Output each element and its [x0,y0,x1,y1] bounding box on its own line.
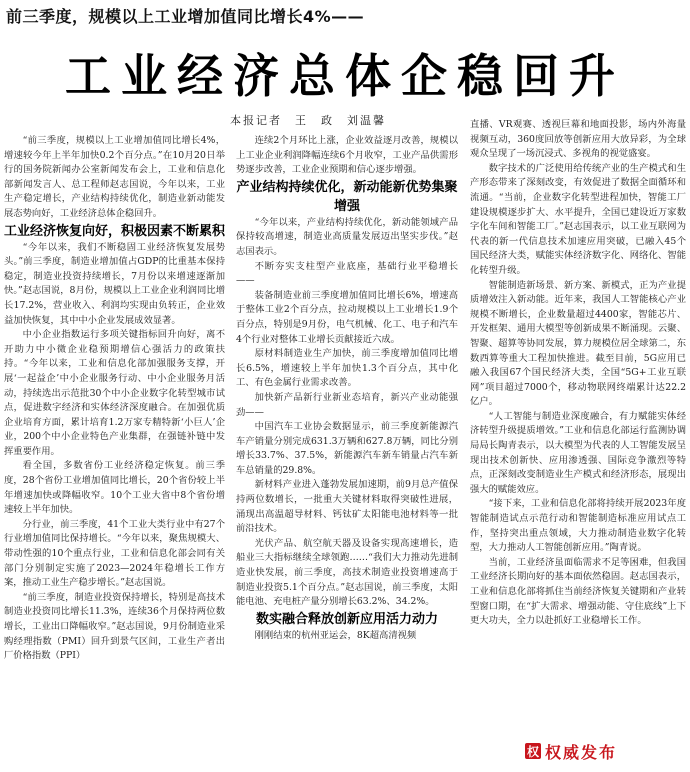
paragraph: 当前，工业经济虽面临需求不足等困难，但我国工业经济长期向好的基本面依然稳固。赵志国表示，工业和信息化部将抓住当前经济恢复关键期和产业转型窗口期，在“扩大需求、增强动能、守住底线”上下更大功夫，全力以赴抓好工业稳增长工作。 [470,556,686,627]
paragraph: 直播、VR观赛、透视巨幕和地面投影，场内外海量视频互动，360度回放等创新应用大放异彩，为全球观众呈现了一场沉浸式、多视角的视觉盛宴。 [470,119,686,160]
paragraph: “今年以来，产业结构持续优化，新动能领域产品保持较高增速，制造业高质量发展迈出坚实步伐。”赵志国表示。 [236,216,458,257]
paragraph: 刚刚结束的杭州亚运会，8K超高清视频 [254,629,417,641]
paragraph: 光伏产品、航空航天器及设备实现高速增长，造船业三大指标继续全球领跑……“我们大力推动先进制造业快发展，前三季度，高技术制造业投资增速高于制造业投资5.1个百分点。”赵志国说，前三季度，太阳能电池、充电桩产量分别增长63.2%、34.2%。 [236,537,458,608]
section-heading: 数实融合释放创新应用活力动力 [255,611,438,627]
paragraph: 数字技术的广泛使用给传统产业的生产模式和生产形态带来了深刻改变，有效促进了数据全面循环和流通。“当前，企业数字化转型进程加快，智能工厂建设规模逐步扩大、水平提升，全国已建设近万家数字化车间和智能工厂。”赵志国表示，以工业互联网为代表的新一代信息技术加速应用突破，已融入45个国民经济大类，赋能实体经济数字化、网络化、智能化转型升级。 [470,162,686,276]
article-column-3 [470,118,686,766]
paragraph: “前三季度，制造业投资保持增长，特别是高技术制造业投资同比增长11.3%，连续36个月保持两位数增长，工业出口降幅收窄。”赵志国说，9月份制造业采购经理指数（PMI）回升到景气区间，工业生产者出厂价格指数（PPI） [4,591,225,662]
headline: 工业经济总体企稳回升 [65,49,625,103]
article-column-2 [236,134,458,766]
article-column-1 [4,134,225,766]
paragraph: “前三季度，规模以上工业增加值同比增长4%，增速较今年上半年加快0.2个百分点。”在10月20日举行的国务院新闻办公室新闻发布会上，工业和信息化部新闻发言人、总工程师赵志国说，今年以来，工业生产稳定增长，产业结构持续优化，制造业新动能发展态势向好，工业经济总体企稳回升。 [4,135,225,219]
authoritative-release-badge [525,738,617,764]
section-heading: 工业经济恢复向好，积极因素不断累积 [4,223,225,239]
byline: 本报记者 王 政 刘温馨 [230,114,386,127]
kicker-subtitle: 前三季度，规模以上工业增加值同比增长4%—— [6,7,365,26]
brand-label: 权威发布 [545,742,618,762]
paragraph: 中小企业指数运行多项关键指标回升向好，离不开助力中小微企业稳预期增信心强活力的政策扶持。“今年以来，工业和信息化部加强服务支撑，开展‘一起益企’中小企业服务行动、中小企业服务月活动，持续选出示范批30个中小企业数字化转型城市试点，促进数字经济和实体经济深度融合。在加强优质企业培育方面，累计培育1.2万家专精特新‘小巨人’企业，200个中小企业特色产业集群，在强链补链中发挥重要作用。 [4,329,225,457]
paragraph: 不断夯实支柱型产业底座，基础行业平稳增长—— [236,260,458,287]
paragraph: 原材料制造业生产加快，前三季度增加值同比增长6.5%，增速较上半年加快1.3个百分点，其中化工、有色金属行业需求改善。 [236,348,458,389]
paragraph: “今年以来，我们不断稳固工业经济恢复发展势头。”前三季度，制造业增加值占GDP的比重基本保持稳定，制造业投资持续增长，7月份以来增速逐渐加快。”赵志国说，8月份，规模以上工业企业利润同比增长17.2%，营业收入、利润均实现由负转正，企业效益加快恢复，其中中小企业发展成效显著。 [4,241,225,326]
section-heading: 产业结构持续优化，新动能新优势集聚增强 [236,179,458,214]
paragraph: “接下来，工业和信息化部将持续开展2023年度智能制造试点示范行动和智能制造标准应用试点工作，坚持突出重点领域，大力推动制造业数字化转型，大力推动人工智能创新应用。”陶青说。 [470,498,686,554]
paragraph: 连续2个月环比上涨，企业效益逐月改善，规模以上工业企业利润降幅连续6个月收窄，工业产品供需形势逐步改善，工业企业预期和信心逐步增强。 [236,135,458,176]
paragraph: 加快新产品新行业新业态培育，新兴产业动能强劲—— [236,391,458,418]
paragraph: 新材料产业进入蓬勃发展加速期，前9月总产值保持两位数增长，一批重大关键材料取得突破性进展，涌现出高温超导材料、钙钛矿太阳能电池材料等一批前沿技术。 [236,479,458,535]
paragraph: 智能制造新场景、新方案、新模式，正为产业提质增效注入新动能。近年来，我国人工智能核心产业规模不断增长，企业数量超过4400家，智能芯片、开发框架、通用大模型等创新成果不断涌现。云聚、智聚、超算等协同发展，算力规模位居全球第二，东数西算等重大工程加快推进。截至目前，5G应用已融入我国67个国民经济大类，全国“5G+工业互联网”项目超过7000个，移动物联网终端累计达22.2亿户。 [470,279,686,408]
paragraph: 中国汽车工业协会数据显示，前三季度新能源汽车产销量分别完成631.3万辆和627.8万辆，同比分别增长33.7%、37.5%，新能源汽车新车销量占汽车新车总销量的29.8%。 [236,421,458,476]
paragraph: 装备制造业前三季度增加值同比增长6%，增速高于整体工业2个百分点，拉动规模以上工业增长1.9个百分点，特别是9月份，电气机械、化工、电子和汽车4个行业对整体工业增长贡献接近六成。 [236,289,458,345]
paragraph: 看全国，多数省份工业经济稳定恢复。前三季度，28个省份工业增加值同比增长，20个省份较上半年增速加快或降幅收窄。10个工业大省中8个省份增速较上半年加快。 [4,460,225,516]
paragraph: “人工智能与制造业深度融合，有力赋能实体经济转型升级提质增效。”工业和信息化部运行监测协调局局长陶青表示，以大模型为代表的人工智能发展呈现出技术创新快、应用渗透强、国际竞争激烈等特点，正深刻改变制造业生产模式和经济形态，展现出强大的赋能效应。 [470,410,686,495]
paragraph: 分行业，前三季度，41个工业大类行业中有27个行业增加值同比保持增长。“今年以来，聚焦规模大、带动性强的10个重点行业，工业和信息化部会同有关部门分别制定实施了2023—2024年稳增长工作方案，推动工业生产稳步增长。”赵志国说。 [4,518,225,589]
brand-logo-icon: 权 [526,744,539,759]
